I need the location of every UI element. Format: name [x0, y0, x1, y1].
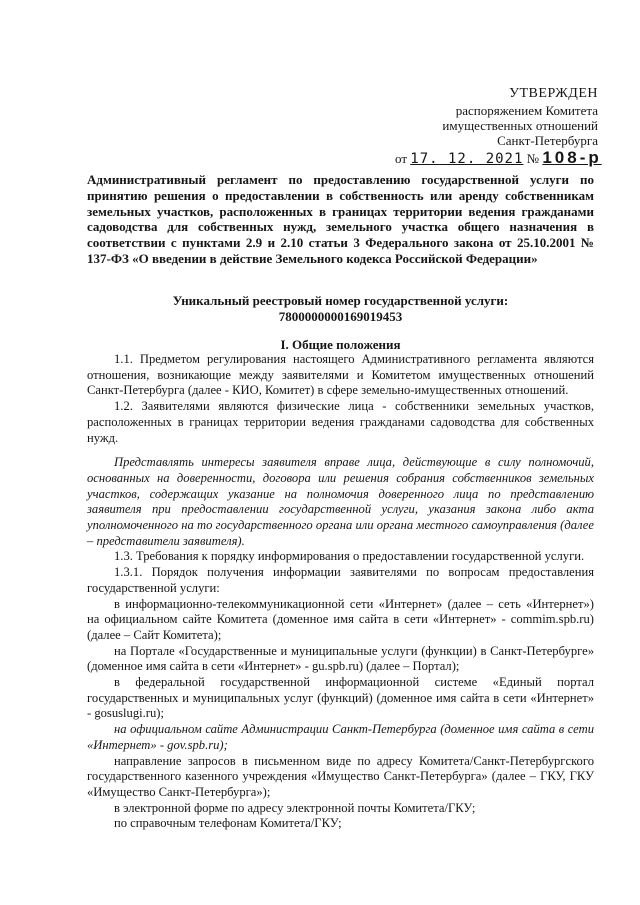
list-item-email: в электронной форме по адресу электронной почты Комитета/ГКУ; [114, 800, 476, 815]
document-title: Административный регламент по предоставлению государственной услуги по принятию решения о предоставлении в собственность или аренду собственникам земельных участков, расположенных в границах территории ведения гражданами садоводства для собственных нужд, земельного участка общего назначения в соответствии с пунктами 2.9 и 2.10 статьи 3 Федерального закона от 25.10.2001 № 137-ФЗ «О введении в действие Земельного кодекса Российской Федерации» [87, 172, 594, 266]
registry-label: Уникальный реестровый номер государственной услуги: [172, 293, 509, 308]
approval-date-line [395, 148, 602, 167]
paragraph-1-2: 1.2. Заявителями являются физические лица - собственники земельных участков, расположенных в границах территории ведения гражданами садоводства для собственных нужд. [87, 399, 594, 445]
number-prefix: № [526, 151, 540, 166]
paragraph-1-1: 1.1. Предметом регулирования настоящего Административного регламента являются отношения, возникающие между заявителями и Комитетом имущественных отношений Санкт-Петербурга (далее - КИО, Комитет) в сфере земельно-имущественных отношений. [87, 352, 594, 398]
list-item-internet: в информационно-телекоммуникационной сети «Интернет» (далее – сеть «Интернет») на официальном сайте Комитета (доменное имя сайта в сети «Интернет» - commim.spb.ru) (далее – Сайт Комитета); [87, 596, 594, 642]
date-prefix: от [395, 151, 408, 166]
list-item-written-request: направление запросов в письменном виде по адресу Комитета/Санкт-Петербургского государственного казенного учреждения «Имущество Санкт-Петербурга» (далее – ГКУ, ГКУ «Имущество Санкт-Петербурга»); [87, 753, 594, 799]
approval-date: 17. 12. 2021 [410, 151, 524, 167]
paragraph-1-3-1: 1.3.1. Порядок получения информации заявителями по вопросам предоставления государственной услуги: [87, 565, 594, 595]
approval-number: 108-р [542, 148, 602, 167]
registry-block [87, 293, 594, 325]
section-heading: I. Общие положения [280, 337, 401, 352]
list-item-gosuslugi: в федеральной государственной информационной системе «Единый портал государственных и муниципальных услуг (функций) (доменное имя сайта в сети «Интернет» - gosuslugi.ru); [87, 675, 594, 721]
list-item-gov-site: на официальном сайте Администрации Санкт-Петербурга (доменное имя сайта в сети «Интернет» - gov.spb.ru); [87, 722, 594, 752]
approval-heading: УТВЕРЖДЕН [509, 86, 598, 101]
paragraph-1-3: 1.3. Требования к порядку информирования о предоставлении государственной услуги. [114, 549, 585, 564]
list-item-portal: на Портале «Государственные и муниципальные услуги (функции) в Санкт-Петербурге» (доменное имя сайта в сети «Интернет» - gu.spb.ru) (далее – Портал); [87, 643, 594, 674]
list-item-phone: по справочным телефонам Комитета/ГКУ; [114, 816, 342, 831]
registry-number: 7800000000169019453 [278, 309, 403, 324]
paragraph-representatives: Представлять интересы заявителя вправе лица, действующие в силу полномочий, основанных на доверенности, договора или решения собрания собственников земельных участков, содержащих указание на полномочия доверенного лица по представлению заявителя при предоставлении государственной услуги, указания закона либо акта уполномоченного на то государственного органа или органа местного самоуправления (далее – представители заявителя). [87, 455, 594, 548]
approval-stamp [395, 86, 602, 167]
document-body [87, 352, 594, 832]
approval-line-3: Санкт-Петербурга [497, 133, 598, 148]
approval-line-2: имущественных отношений [442, 118, 598, 133]
approval-line-1: распоряжением Комитета [455, 103, 598, 118]
